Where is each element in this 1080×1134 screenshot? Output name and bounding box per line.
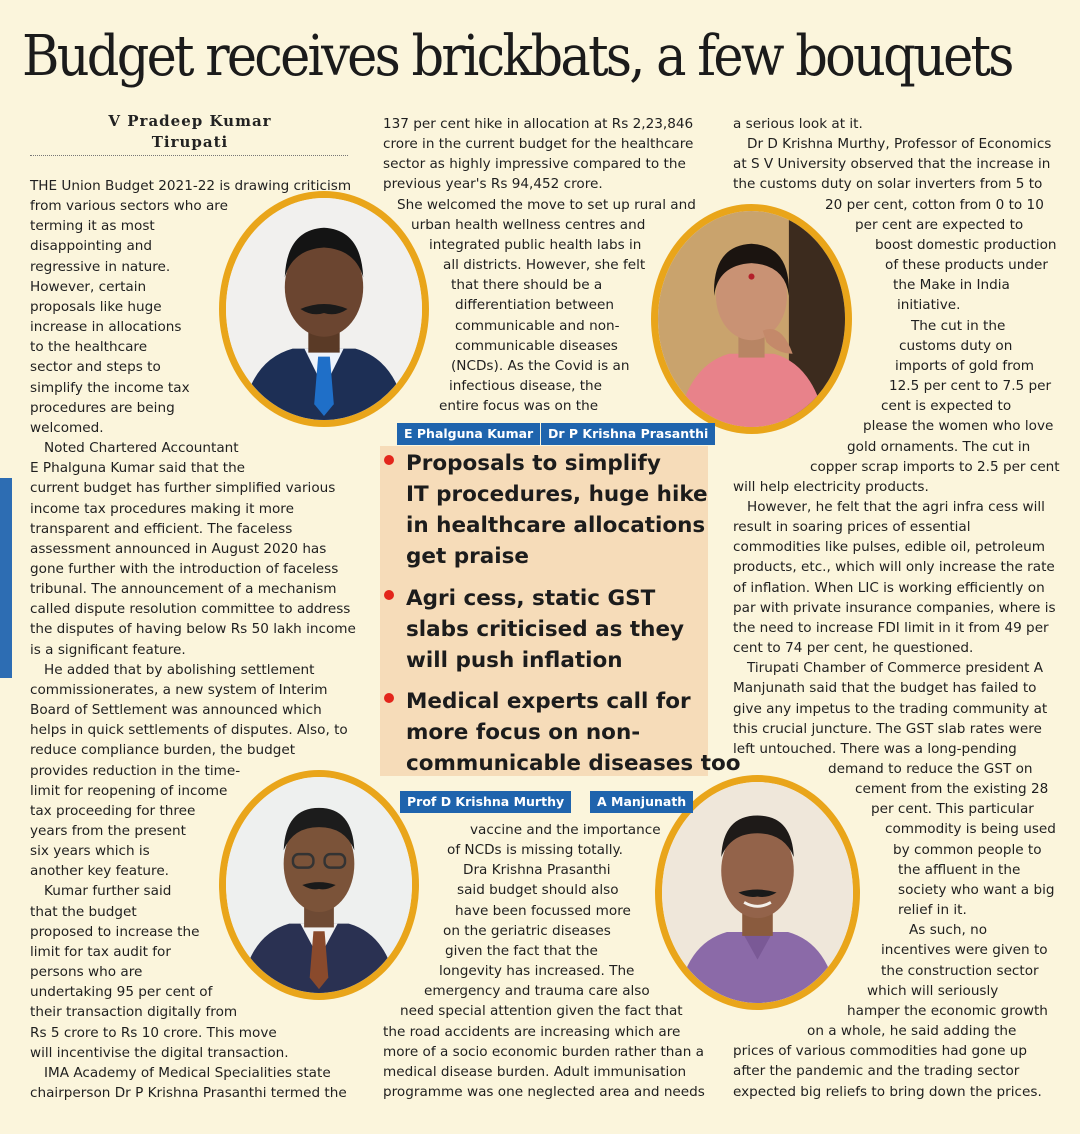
text-line: the Make in India bbox=[893, 277, 1010, 294]
text-line: the construction sector bbox=[881, 962, 1039, 979]
text-line: However, certain bbox=[30, 278, 147, 295]
text-line: is a significant feature. bbox=[30, 641, 186, 658]
text-line: par with private insurance companies, where is bbox=[733, 599, 1056, 616]
page-edge-marker bbox=[0, 478, 12, 678]
text-line: infectious disease, the bbox=[449, 378, 603, 395]
text-line: 20 per cent, cotton from 0 to 10 bbox=[825, 196, 1044, 213]
text-line: prices of various commodities had gone up bbox=[733, 1043, 1027, 1060]
text-line: limit for reopening of income bbox=[30, 782, 228, 799]
text-line: the affluent in the bbox=[898, 861, 1021, 878]
text-line: commodity is being used bbox=[885, 821, 1056, 838]
text-line: longevity has increased. The bbox=[439, 963, 635, 980]
text-line: called dispute resolution committee to address bbox=[30, 601, 351, 618]
text-line: the road accidents are increasing which are bbox=[383, 1023, 681, 1040]
text-line: The cut in the bbox=[911, 317, 1006, 334]
text-line: emergency and trauma care also bbox=[424, 983, 650, 1000]
text-line: vaccine and the importance bbox=[470, 822, 661, 838]
text-line: However, he felt that the agri infra cess will bbox=[747, 498, 1045, 515]
photo-caption: Prof D Krishna Murthy bbox=[400, 791, 571, 813]
byline-author: V Pradeep Kumar bbox=[108, 112, 272, 130]
text-line: Tirupati Chamber of Commerce president A bbox=[747, 660, 1044, 677]
text-line: cement from the existing 28 bbox=[855, 781, 1049, 798]
highlight-line: Proposals to simplify bbox=[406, 451, 661, 476]
text-line: regressive in nature. bbox=[30, 258, 171, 275]
text-line: the disputes of having below Rs 50 lakh income bbox=[30, 621, 356, 638]
text-line: integrated public health labs in bbox=[429, 236, 642, 253]
text-line: previous year's Rs 94,452 crore. bbox=[383, 176, 603, 193]
text-line: procedures are being bbox=[30, 399, 175, 416]
text-line: hamper the economic growth bbox=[847, 1002, 1048, 1019]
text-line: entire focus was on the bbox=[439, 398, 599, 415]
text-line: current budget has further simplified various bbox=[30, 480, 336, 497]
bullet-icon bbox=[384, 455, 394, 465]
text-line: chairperson Dr P Krishna Prasanthi termed the bbox=[30, 1085, 347, 1102]
text-line: Noted Chartered Accountant bbox=[44, 440, 239, 457]
text-line: another key feature. bbox=[30, 863, 169, 880]
highlight-line: more focus on non- bbox=[406, 720, 641, 745]
text-line: per cent are expected to bbox=[855, 216, 1024, 233]
byline-place: Tirupati bbox=[151, 133, 229, 151]
text-line: reduce compliance burden, the budget bbox=[30, 742, 296, 759]
text-line: years from the present bbox=[30, 823, 186, 839]
text-line: cent to 74 per cent, he questioned. bbox=[733, 640, 974, 657]
text-line: He added that by abolishing settlement bbox=[44, 661, 315, 678]
text-line: of inflation. When LIC is working efficiently on bbox=[733, 579, 1045, 596]
text-line: by common people to bbox=[893, 841, 1042, 858]
text-line: limit for tax audit for bbox=[30, 943, 171, 960]
text-line: have been focussed more bbox=[455, 902, 631, 919]
text-line: simplify the income tax bbox=[30, 379, 190, 396]
text-line: cent is expected to bbox=[881, 398, 1012, 415]
highlight-line: get praise bbox=[406, 544, 529, 569]
text-line: expected big reliefs to bring down the prices. bbox=[733, 1083, 1042, 1100]
text-line: on the geriatric diseases bbox=[443, 922, 611, 939]
headline: Budget receives brickbats, a few bouquets bbox=[22, 24, 1012, 89]
bullet-icon bbox=[384, 590, 394, 600]
text-line: (NCDs). As the Covid is an bbox=[451, 357, 630, 374]
highlight-line: Agri cess, static GST bbox=[406, 586, 656, 611]
text-line: medical disease burden. Adult immunisation bbox=[383, 1063, 687, 1080]
text-line: Dra Krishna Prasanthi bbox=[463, 862, 611, 879]
text-line: helps in quick settlements of disputes. Also, to bbox=[30, 722, 348, 739]
text-line: this crucial juncture. The GST slab rates were bbox=[733, 720, 1042, 737]
highlight-line: slabs criticised as they bbox=[406, 617, 685, 642]
text-line: at S V University observed that the increase in bbox=[733, 156, 1051, 173]
text-line: their transaction digitally from bbox=[30, 1004, 238, 1021]
text-line: incentives were given to bbox=[881, 942, 1048, 959]
text-line: of NCDs is missing totally. bbox=[447, 842, 623, 859]
text-line: after the pandemic and the trading sector bbox=[733, 1063, 1020, 1080]
text-line: said budget should also bbox=[457, 882, 619, 899]
text-line: provides reduction in the time- bbox=[30, 762, 241, 779]
text-line: from various sectors who are bbox=[30, 198, 228, 215]
text-line: IMA Academy of Medical Specialities state bbox=[44, 1064, 331, 1081]
text-line: 12.5 per cent to 7.5 per bbox=[889, 378, 1052, 395]
text-line: Manjunath said that the budget has failed to bbox=[733, 680, 1037, 697]
text-line: tribunal. The announcement of a mechanism bbox=[30, 581, 337, 598]
text-line: six years which is bbox=[30, 843, 150, 860]
text-line: urban health wellness centres and bbox=[411, 216, 646, 233]
photo-caption: E Phalguna Kumar bbox=[397, 423, 540, 445]
text-line: gold ornaments. The cut in bbox=[847, 438, 1031, 455]
highlight-line: in healthcare allocations bbox=[406, 513, 706, 538]
text-line: products, etc., which will only increase the rate bbox=[733, 559, 1055, 576]
text-line: result in soaring prices of essential bbox=[733, 519, 971, 536]
text-line: 137 per cent hike in allocation at Rs 2,23,846 bbox=[383, 116, 694, 132]
text-line: given the fact that the bbox=[445, 942, 598, 959]
text-line: relief in it. bbox=[898, 902, 967, 919]
photo-caption: A Manjunath bbox=[590, 791, 693, 813]
text-line: on a whole, he said adding the bbox=[807, 1023, 1017, 1040]
text-line: persons who are bbox=[30, 964, 143, 981]
highlights-box bbox=[380, 446, 741, 776]
text-line: sector as highly impressive compared to the bbox=[383, 156, 686, 173]
text-line: that the budget bbox=[30, 903, 137, 920]
text-line: transparent and efficient. The faceless bbox=[30, 520, 293, 537]
text-line: more of a socio economic burden rather than a bbox=[383, 1043, 704, 1060]
text-line: THE Union Budget 2021-22 is drawing criticism bbox=[30, 178, 352, 194]
highlight-line: will push inflation bbox=[406, 648, 623, 673]
text-line: differentiation between bbox=[455, 297, 614, 314]
text-line: E Phalguna Kumar said that the bbox=[30, 460, 246, 477]
text-line: will incentivise the digital transaction. bbox=[30, 1044, 289, 1061]
text-line: all districts. However, she felt bbox=[443, 257, 646, 274]
text-line: per cent. This particular bbox=[871, 801, 1034, 818]
text-line: give any impetus to the trading community at bbox=[733, 700, 1048, 717]
portrait-phalguna-kumar bbox=[219, 191, 429, 427]
text-line: Kumar further said bbox=[44, 883, 172, 900]
highlight-item bbox=[406, 583, 684, 676]
highlight-item bbox=[406, 686, 741, 779]
text-line: will help electricity products. bbox=[733, 478, 929, 495]
text-line: to the healthcare bbox=[30, 339, 148, 356]
portrait-krishna-murthy bbox=[219, 770, 419, 1000]
text-line: programme was one neglected area and needs bbox=[383, 1084, 705, 1101]
text-line: of these products under bbox=[885, 257, 1048, 274]
text-line: left untouched. There was a long-pending bbox=[733, 740, 1017, 757]
text-line: a serious look at it. bbox=[733, 116, 863, 132]
text-line: proposals like huge bbox=[30, 298, 162, 315]
text-line: disappointing and bbox=[30, 238, 153, 255]
text-line: communicable and non- bbox=[455, 317, 620, 334]
text-line: assessment announced in August 2020 has bbox=[30, 540, 327, 557]
article-column-middle-bottom bbox=[383, 820, 705, 1102]
portrait-krishna-prasanthi bbox=[651, 204, 852, 434]
text-line: the need to increase FDI limit in it from 49 per bbox=[733, 619, 1049, 636]
text-line: Board of Settlement was announced which bbox=[30, 702, 322, 719]
text-line: initiative. bbox=[897, 297, 961, 314]
text-line: demand to reduce the GST on bbox=[828, 761, 1033, 777]
text-line: need special attention given the fact that bbox=[400, 1003, 683, 1020]
text-line: As such, no bbox=[909, 922, 988, 939]
text-line: customs duty on bbox=[899, 337, 1013, 354]
text-line: terming it as most bbox=[30, 218, 155, 235]
text-line: commodities like pulses, edible oil, petroleum bbox=[733, 539, 1045, 556]
text-line: welcomed. bbox=[30, 419, 104, 436]
article-column-middle-top bbox=[383, 114, 705, 416]
text-line: communicable diseases bbox=[455, 337, 618, 354]
highlight-item bbox=[406, 448, 708, 572]
text-line: increase in allocations bbox=[30, 319, 182, 336]
text-line: Dr D Krishna Murthy, Professor of Economics bbox=[747, 136, 1052, 153]
text-line: tax proceeding for three bbox=[30, 802, 196, 819]
text-line: copper scrap imports to 2.5 per cent bbox=[810, 458, 1060, 475]
photo-caption: Dr P Krishna Prasanthi bbox=[541, 423, 715, 445]
text-line: boost domestic production bbox=[875, 236, 1057, 253]
highlight-line: communicable diseases too bbox=[406, 751, 741, 776]
text-line: gone further with the introduction of faceless bbox=[30, 560, 339, 577]
text-line: undertaking 95 per cent of bbox=[30, 984, 213, 1001]
text-line: imports of gold from bbox=[895, 357, 1035, 374]
highlight-line: IT procedures, huge hike bbox=[406, 482, 708, 507]
highlight-line: Medical experts call for bbox=[406, 689, 691, 714]
text-line: that there should be a bbox=[451, 277, 603, 294]
byline-divider bbox=[30, 155, 348, 156]
text-line: society who want a big bbox=[898, 881, 1055, 898]
text-line: proposed to increase the bbox=[30, 923, 200, 940]
text-line: sector and steps to bbox=[30, 359, 161, 376]
text-line: the customs duty on solar inverters from 5 to bbox=[733, 176, 1043, 193]
text-line: She welcomed the move to set up rural and bbox=[397, 196, 696, 213]
text-line: crore in the current budget for the healthcare bbox=[383, 136, 694, 153]
text-line: which will seriously bbox=[867, 982, 999, 999]
text-line: commissionerates, a new system of Interim bbox=[30, 681, 328, 698]
text-line: please the women who love bbox=[863, 418, 1054, 435]
text-line: income tax procedures making it more bbox=[30, 500, 294, 517]
bullet-icon bbox=[384, 693, 394, 703]
text-line: Rs 5 crore to Rs 10 crore. This move bbox=[30, 1024, 277, 1041]
